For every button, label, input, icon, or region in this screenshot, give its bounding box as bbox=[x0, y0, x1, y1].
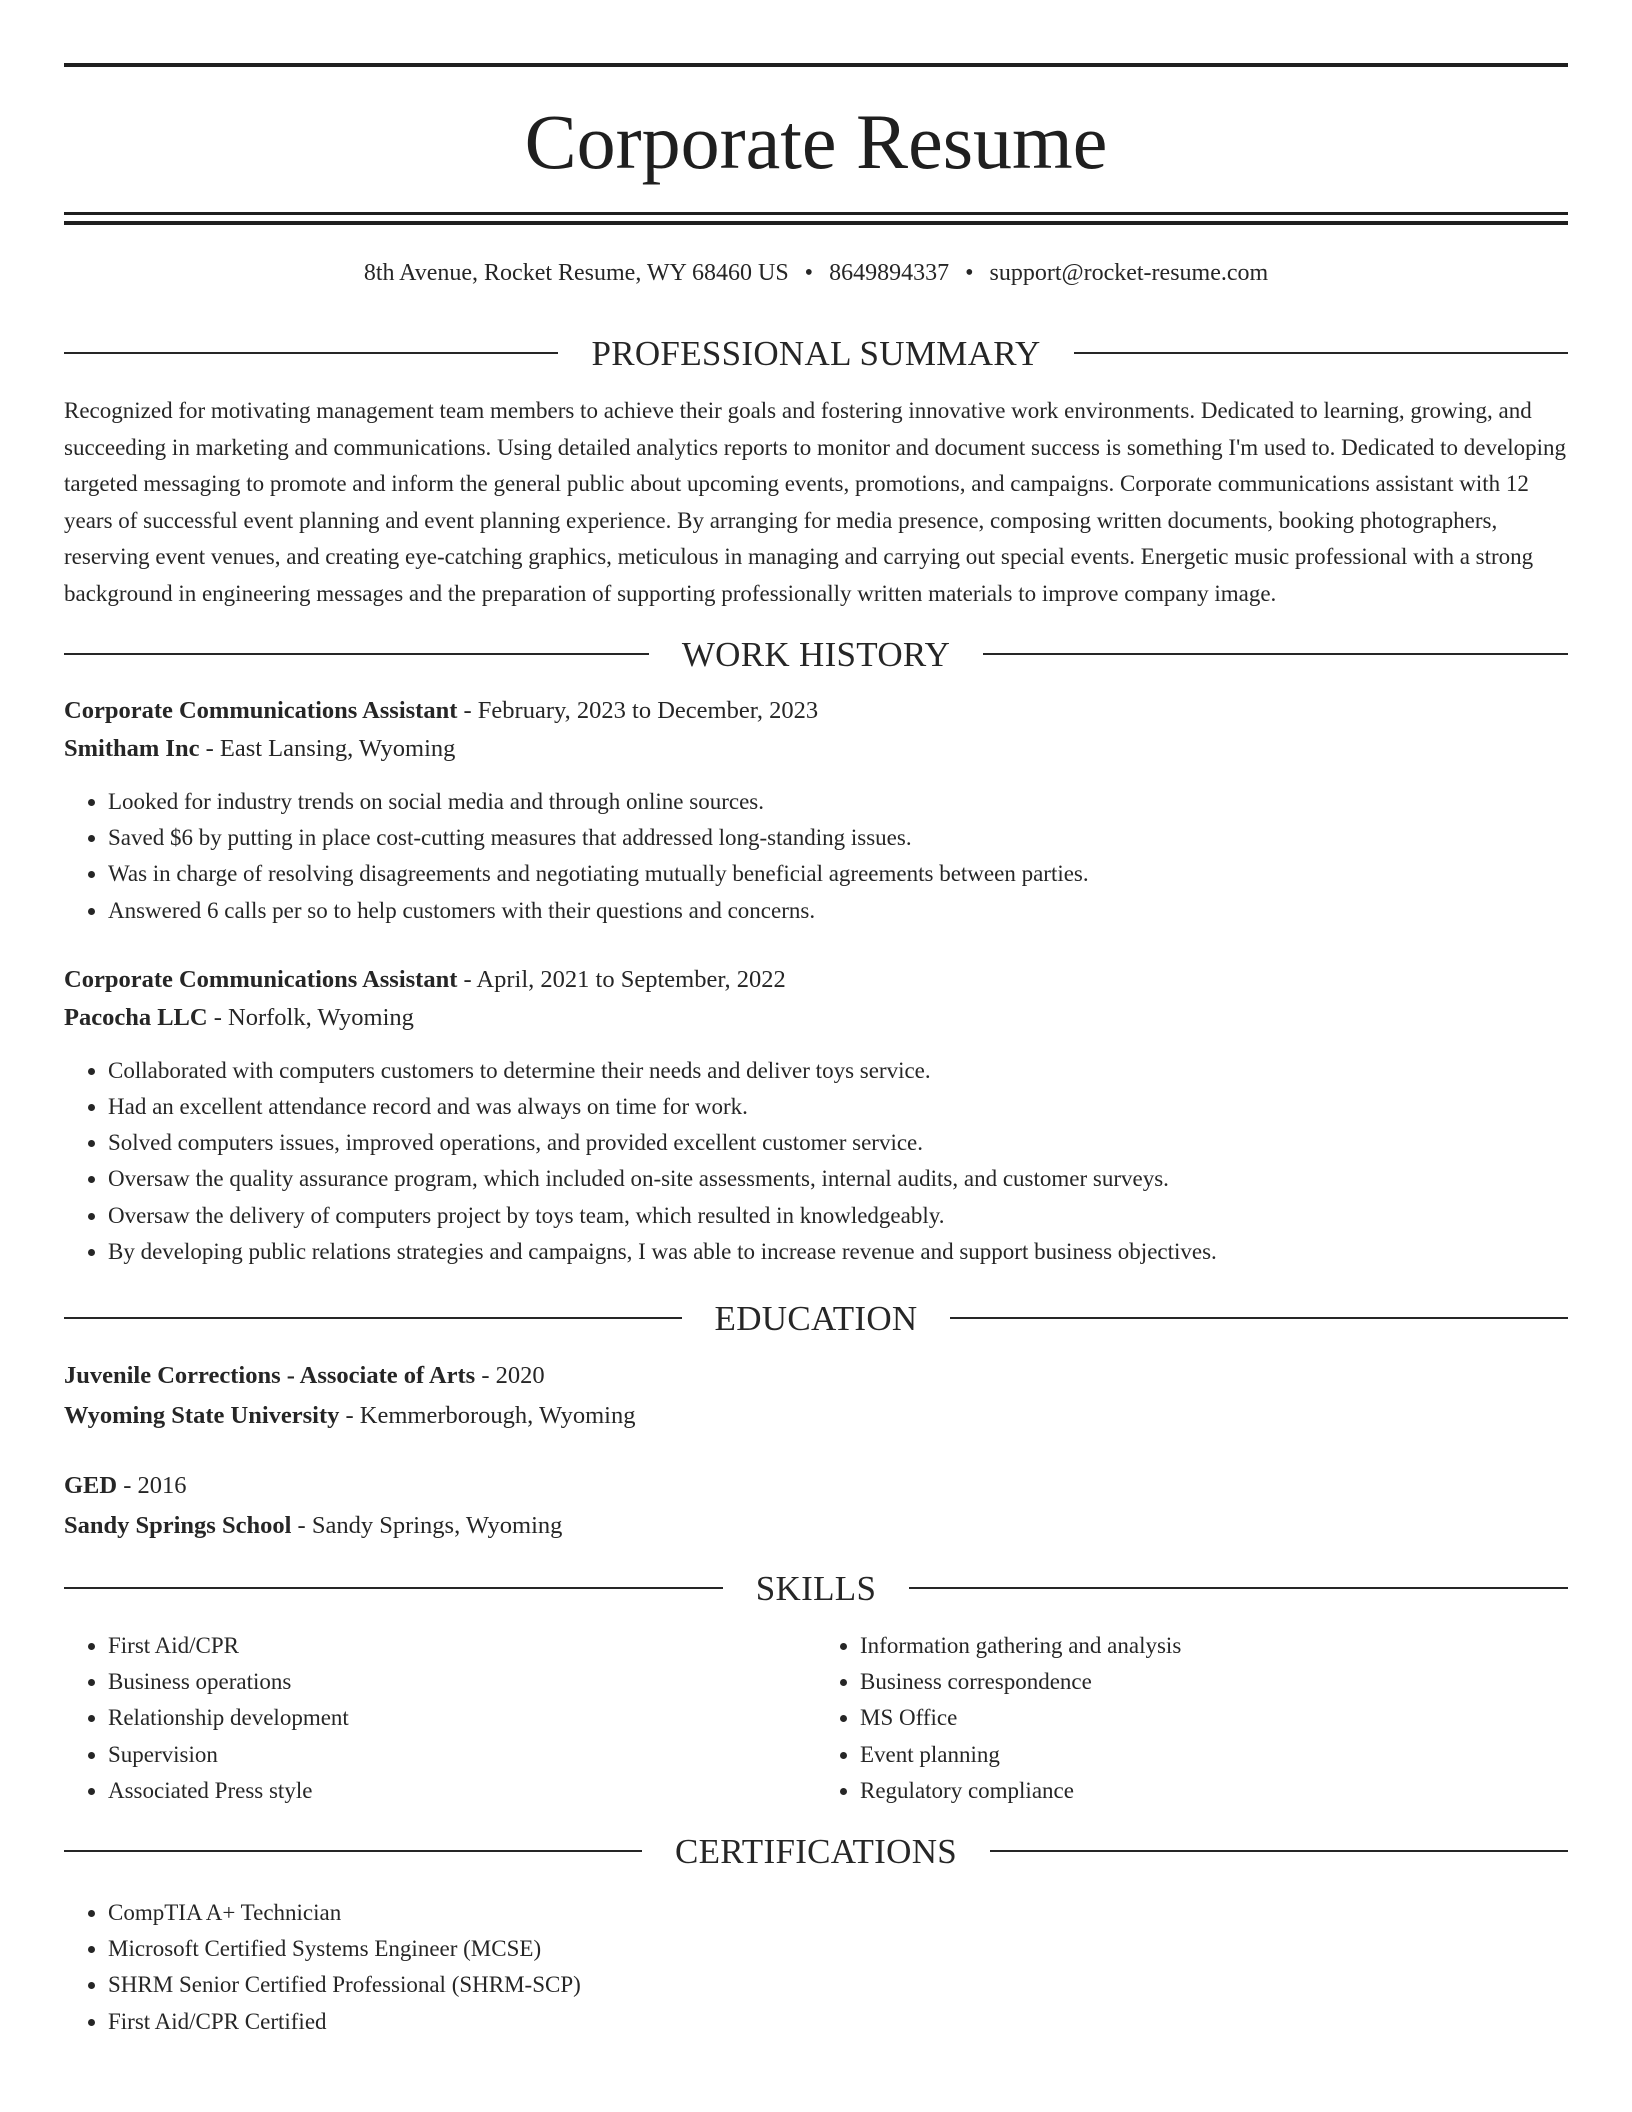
section-title-certifications: CERTIFICATIONS bbox=[674, 1831, 958, 1871]
education-degree: Juvenile Corrections - Associate of Arts bbox=[64, 1362, 476, 1390]
heading-rule-left bbox=[64, 1850, 642, 1852]
education-year: - 2020 bbox=[475, 1362, 545, 1390]
list-item: • Oversaw the delivery of computers project by toys team, which resulted in knowledgeably. bbox=[108, 1198, 1568, 1234]
list-item: • Associated Press style bbox=[108, 1773, 816, 1809]
heading-rule-left bbox=[64, 1317, 682, 1319]
job-dates: - February, 2023 to December, 2023 bbox=[457, 697, 819, 724]
heading-rule-right bbox=[990, 1850, 1568, 1852]
job-title: Corporate Communications Assistant bbox=[64, 697, 458, 724]
education-school-line bbox=[64, 1396, 1568, 1436]
list-item: • Oversaw the quality assurance program, which included on-site assessments, internal audits, and customer surveys. bbox=[108, 1161, 1568, 1197]
job-company: Pacocha LLC bbox=[64, 1003, 208, 1031]
job-company-line bbox=[64, 999, 1568, 1037]
list-item: • Microsoft Certified Systems Engineer (MCSE) bbox=[108, 1931, 1568, 1967]
list-item: • First Aid/CPR Certified bbox=[108, 2004, 1568, 2040]
heading-rule-right bbox=[909, 1587, 1568, 1589]
list-item: • Was in charge of resolving disagreements and negotiating mutually beneficial agreements between parties. bbox=[108, 856, 1568, 892]
list-item: • Collaborated with computers customers to determine their needs and deliver toys service. bbox=[108, 1053, 1568, 1089]
job-title: Corporate Communications Assistant bbox=[64, 965, 458, 993]
summary-text: Recognized for motivating management team members to achieve their goals and fostering innovative work environments. Dedicated to learning, growing, and succeeding in marketing and communications. Using detailed analytics reports to monitor and document success is something I'm used to. Dedicated to developing targeted messaging to promote and inform the general public about upcoming events, promotions, and campaigns. Corporate communications assistant with 12 years of successful event planning and event planning experience. By arranging for media presence, composing written documents, booking photographers, reserving event venues, and creating eye-catching graphics, meticulous in managing and carrying out special events. Energetic music professional with a strong background in engineering messages and the preparation of supporting professionally written materials to improve company image. bbox=[64, 398, 1566, 606]
contact-separator: • bbox=[804, 260, 814, 286]
list-item: • Solved computers issues, improved operations, and provided excellent customer service. bbox=[108, 1125, 1568, 1161]
heading-rule-right bbox=[1074, 352, 1568, 354]
title-double-rule bbox=[64, 212, 1568, 225]
section-heading-certifications bbox=[64, 1831, 1568, 1871]
education-school: Wyoming State University bbox=[64, 1402, 340, 1430]
list-item: • Business operations bbox=[108, 1664, 816, 1700]
list-item: • Relationship development bbox=[108, 1700, 816, 1736]
education-school: Sandy Springs School bbox=[64, 1512, 292, 1540]
job-company-line bbox=[64, 730, 1568, 768]
section-heading-education bbox=[64, 1298, 1568, 1338]
list-item: • Regulatory compliance bbox=[860, 1773, 1568, 1809]
heading-rule-left bbox=[64, 653, 649, 655]
job-entry bbox=[64, 961, 1568, 1270]
list-item: • Event planning bbox=[860, 1737, 1568, 1773]
contact-separator: • bbox=[965, 260, 974, 286]
list-item: • Had an excellent attendance record and was always on time for work. bbox=[108, 1089, 1568, 1125]
section-title-skills: SKILLS bbox=[755, 1568, 877, 1608]
heading-rule-left bbox=[64, 1587, 723, 1589]
section-title-education: EDUCATION bbox=[714, 1298, 918, 1338]
education-entry bbox=[64, 1466, 1568, 1546]
list-item: • Supervision bbox=[108, 1737, 816, 1773]
list-item: • MS Office bbox=[860, 1700, 1568, 1736]
job-location: - East Lansing, Wyoming bbox=[199, 735, 456, 762]
education-degree-line bbox=[64, 1356, 1568, 1396]
education-degree-line bbox=[64, 1466, 1568, 1506]
section-heading-summary bbox=[64, 333, 1568, 373]
section-heading-work bbox=[64, 634, 1568, 674]
contact-address: 8th Avenue, Rocket Resume, WY 68460 US bbox=[363, 260, 789, 286]
job-title-line bbox=[64, 692, 1568, 730]
list-item: • Saved $6 by putting in place cost-cutting measures that addressed long-standing issues. bbox=[108, 820, 1568, 856]
section-title-work: WORK HISTORY bbox=[681, 634, 951, 674]
list-item: • Business correspondence bbox=[860, 1664, 1568, 1700]
job-location: - Norfolk, Wyoming bbox=[207, 1003, 414, 1031]
job-dates: - April, 2021 to September, 2022 bbox=[457, 965, 786, 993]
list-item: • First Aid/CPR bbox=[108, 1628, 816, 1664]
list-item: • By developing public relations strategies and campaigns, I was able to increase revenue and support business objectives. bbox=[108, 1234, 1568, 1270]
education-entry bbox=[64, 1356, 1568, 1436]
contact-line bbox=[64, 259, 1568, 299]
skills-right-column bbox=[816, 1628, 1568, 1809]
list-item: • CompTIA A+ Technician bbox=[108, 1895, 1568, 1931]
education-degree: GED bbox=[64, 1472, 118, 1500]
heading-rule-right bbox=[950, 1317, 1568, 1319]
education-location: - Kemmerborough, Wyoming bbox=[339, 1402, 636, 1430]
contact-phone: 8649894337 bbox=[829, 260, 950, 286]
education-school-line bbox=[64, 1506, 1568, 1546]
skills-left-column bbox=[64, 1628, 816, 1809]
heading-rule-left bbox=[64, 352, 558, 354]
resume-title: Corporate Resume bbox=[524, 98, 1108, 185]
job-company: Smitham Inc bbox=[64, 735, 200, 762]
list-item: • Looked for industry trends on social media and through online sources. bbox=[108, 784, 1568, 820]
job-entry bbox=[64, 692, 1568, 929]
job-bullets bbox=[64, 1053, 1568, 1270]
education-location: - Sandy Springs, Wyoming bbox=[291, 1512, 563, 1540]
contact-email: support@rocket-resume.com bbox=[989, 260, 1269, 286]
education-year: - 2016 bbox=[117, 1472, 187, 1500]
heading-rule-right bbox=[983, 653, 1568, 655]
list-item: • SHRM Senior Certified Professional (SHRM-SCP) bbox=[108, 1967, 1568, 2003]
section-heading-skills bbox=[64, 1568, 1568, 1608]
top-rule bbox=[64, 63, 1568, 67]
section-title-summary: PROFESSIONAL SUMMARY bbox=[591, 333, 1041, 373]
skills-columns bbox=[64, 1628, 1568, 1809]
list-item: • Information gathering and analysis bbox=[860, 1628, 1568, 1664]
list-item: • Answered 6 calls per so to help customers with their questions and concerns. bbox=[108, 893, 1568, 929]
certifications-list bbox=[64, 1895, 1568, 2040]
job-title-line bbox=[64, 961, 1568, 999]
job-bullets bbox=[64, 784, 1568, 929]
